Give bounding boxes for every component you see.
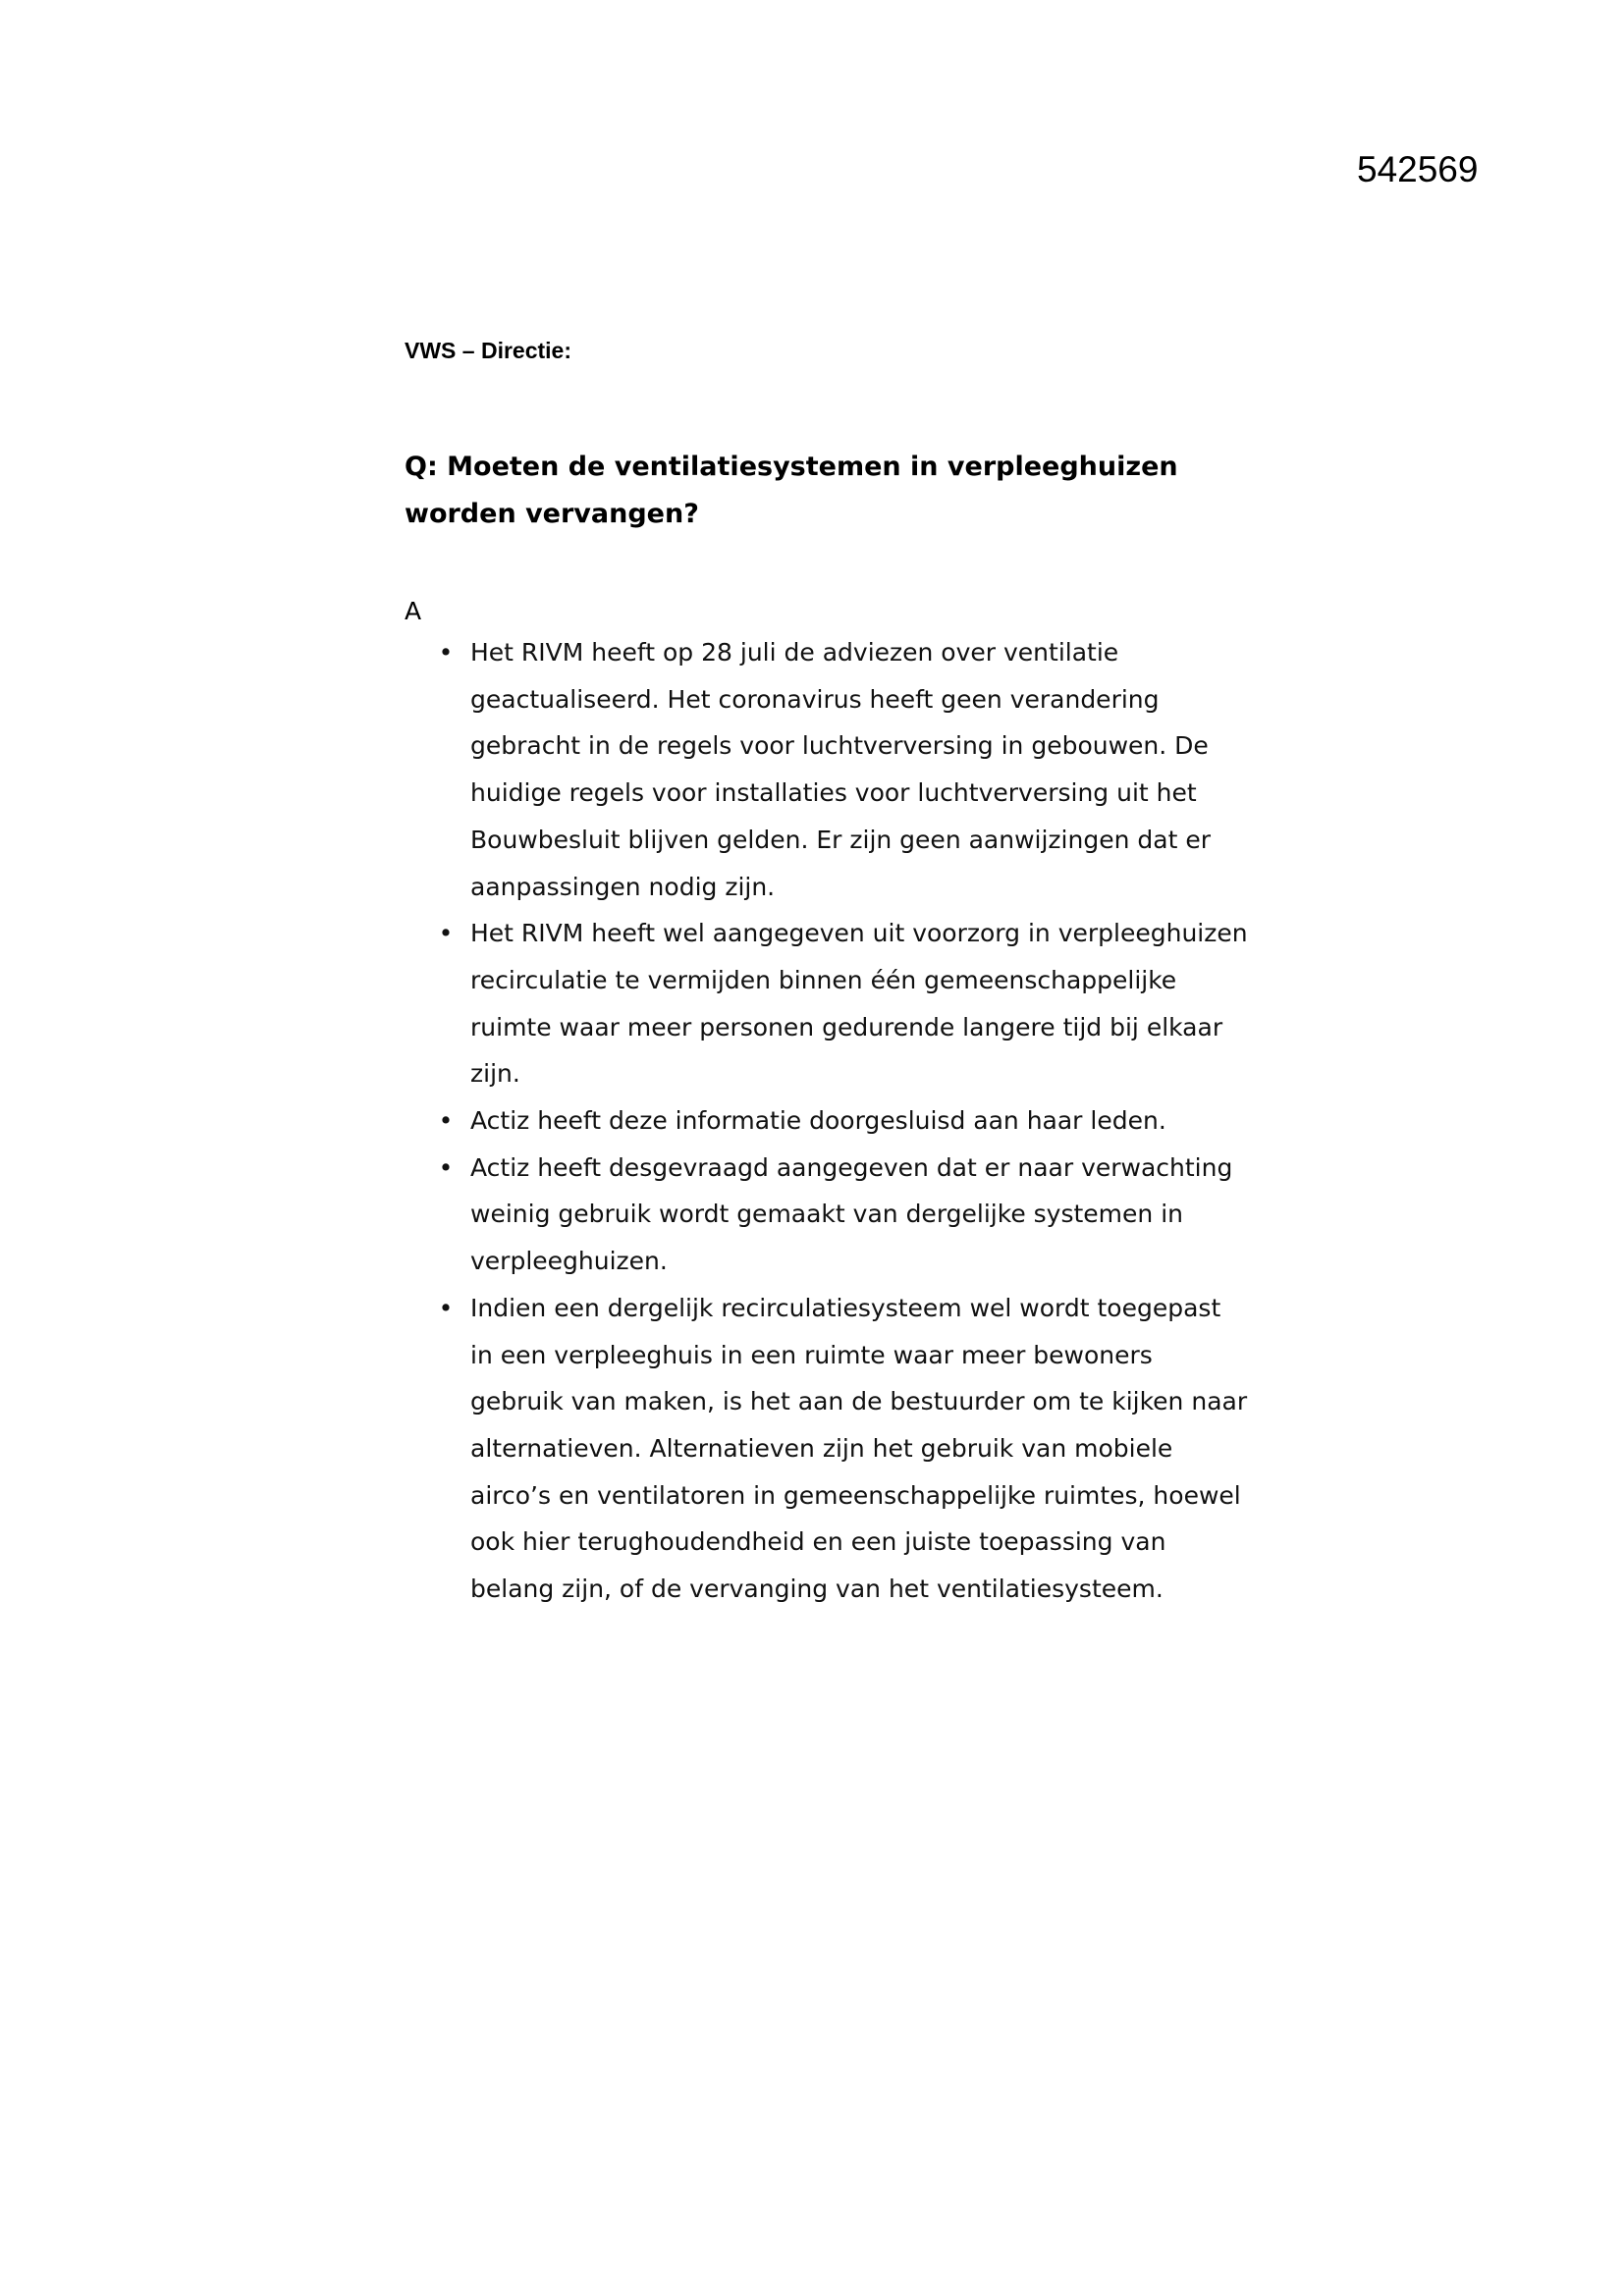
answer-point [405, 1145, 1249, 1285]
answer-list [405, 629, 1249, 1613]
answer-point-text: Actiz heeft desgevraagd aangegeven dat er naar verwachting weinig gebruik wordt gemaakt van dergelijke systemen in verpleeghuizen. [470, 1152, 1233, 1276]
bullet-icon: • [438, 1106, 454, 1136]
answer-point-text: Actiz heeft deze informatie doorgesluisd aan haar leden. [470, 1106, 1166, 1136]
bullet-icon: • [438, 1152, 454, 1182]
answer-point [405, 1285, 1249, 1613]
answer-point-text: Het RIVM heeft op 28 juli de adviezen over ventilatie geactualiseerd. Het coronavirus heeft geen verandering gebracht in de regels voor luchtverversing in gebouwen. De huidige regels voor installaties voor luchtverversing uit het Bouwbesluit blijven gelden. Er zijn geen aanwijzingen dat er aanpassingen nodig zijn. [470, 638, 1211, 901]
answer-point-text: Het RIVM heeft wel aangegeven uit voorzorg in verpleeghuizen recirculatie te vermijden binnen één gemeenschappelijke ruimte waar meer personen gedurende langere tijd bij elkaar zijn. [470, 919, 1248, 1089]
document-number: 542569 [1357, 149, 1479, 189]
bullet-icon: • [438, 919, 454, 948]
sender-heading: VWS – Directie: [405, 338, 571, 363]
answer-point [405, 629, 1249, 910]
answer-point [405, 910, 1249, 1097]
bullet-icon: • [438, 638, 454, 667]
answer-point [405, 1097, 1249, 1145]
question-heading: Q: Moeten de ventilatiesystemen in verpleeghuizen worden vervangen? [405, 452, 1178, 529]
bullet-icon: • [438, 1293, 454, 1322]
answer-point-text: Indien een dergelijk recirculatiesysteem wel wordt toegepast in een verpleeghuis in een ruimte waar meer bewoners gebruik van maken, is het aan de bestuurder om te kijken naar alternatieven. Alternatieven zijn het gebruik van mobiele airco’s en ventilatoren in gemeenschappelijke ruimtes, hoewel ook hier terughoudendheid en een juiste toepassing van belang zijn, of de vervanging van het ventilatiesysteem. [470, 1293, 1248, 1604]
answer-label: A [405, 597, 422, 625]
